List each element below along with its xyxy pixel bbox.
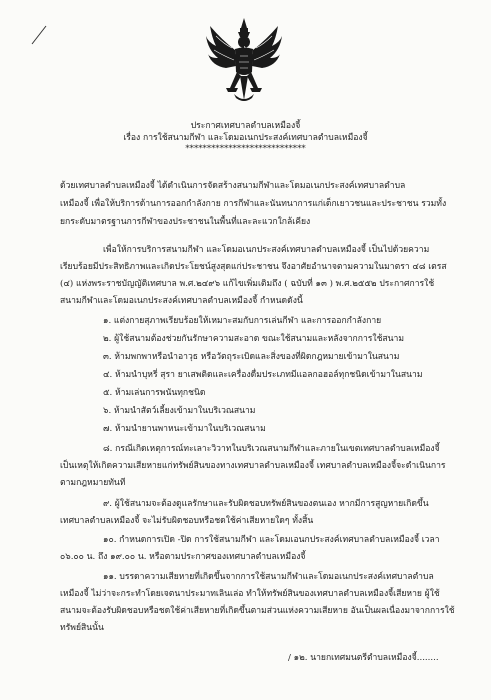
- announcement-title: ประกาศเทศบาลตำบลเหมืองจี้: [190, 121, 301, 131]
- purpose-line: เรียบร้อยมีประสิทธิภาพและเกิดประโยชน์สูงสุดแก่ประชาชน จึงอาศัยอำนาจตามความในมาตรา ๔๘ เตรส: [60, 262, 447, 272]
- rule-item: ๕. ห้ามเล่นการพนันทุกชนิด: [103, 388, 206, 398]
- rule-item: ๑. แต่งกายสุภาพเรียบร้อยให้เหมาะสมกับการเล่นกีฬา และการออกกำลังกาย: [103, 316, 382, 326]
- rule-item: ๓. ห้ามพกพาหรือนำอาวุธ หรือวัตถุระเบิดและสิ่งของที่ผิดกฎหมายเข้ามาในสนาม: [103, 352, 400, 362]
- rule-item-cont: ๐๖.๐๐ น. ถึง ๑๙.๐๐ น. หรือตามประกาศของเทศบาลตำบลเหมืองจี้: [60, 552, 306, 562]
- rule-item-cont: เป็นเหตุให้เกิดความเสียหายแก่ทรัพย์สินของทางเทศบาลตำบลเหมืองจี้ เทศบาลตำบลเหมืองจี้จะดำเนินการ: [60, 461, 446, 471]
- intro-line: ยกระดับมาตรฐานการกีฬาของประชาชนในพื้นที่และละแวกใกล้เคียง: [60, 217, 311, 227]
- purpose-line: สนามกีฬาและโดมอเนกประสงค์เทศบาลตำบลเหมืองจี้ กำหนดดังนี้: [60, 296, 303, 306]
- separator: ****************************: [185, 144, 306, 154]
- rule-item-cont: ตามกฎหมายทันที: [60, 478, 126, 488]
- rule-item: ๖. ห้ามนำสัตว์เลี้ยงเข้ามาในบริเวณสนาม: [103, 406, 256, 416]
- purpose-line: เพื่อให้การบริการสนามกีฬา และโดมอเนกประสงค์เทศบาลตำบลเหมืองจี้ เป็นไปด้วยความ: [103, 245, 430, 255]
- rule-item: ๑๐. กำหนดการเปิด -ปิด การใช้สนามกีฬา และโดมเอนกประสงค์เทศบาลตำบลเหมืองจี้ เวลา: [103, 535, 440, 545]
- intro-line: ด้วยเทศบาลตำบลเหมืองจี้ ได้ดำเนินการจัดสร้างสนามกีฬาและโดมอเนกประสงค์เทศบาลตำบล: [60, 181, 406, 191]
- rule-item-cont: เหมืองจี้ ไม่ว่าจะกระทำโดยเจตนาประมาทเลินเล่อ ทำให้ทรัพย์สินของเทศบาลตำบลเหมืองจี้เสียหาย ผู้ใช้: [60, 589, 440, 599]
- rule-item: ๒. ผู้ใช้สนามต้องช่วยกันรักษาความสะอาด ขณะใช้สนามและหลังจากการใช้สนาม: [103, 334, 405, 344]
- rule-item: ๔. ห้ามนำบุหรี่ สุรา ยาเสพติดและเครื่องดื่มประเภทมีแอลกอฮอล์ทุกชนิดเข้ามาในสนาม: [103, 370, 423, 380]
- intro-line: เหมืองจี้ เพื่อให้บริการด้านการออกกำลังกาย การกีฬาและนันทนาการแก่เด็กเยาวชนและประชาชน รวมทั้ง: [60, 199, 447, 209]
- continuation-marker: / ๑๒. นายกเทศมนตรีตำบลเหมืองจี้........: [288, 653, 439, 663]
- pen-slash-mark: [30, 24, 48, 46]
- rule-item-cont: ทรัพย์สินนั้น: [60, 623, 104, 633]
- rule-item: ๙. ผู้ใช้สนามจะต้องดูแลรักษาและรับผิดชอบทรัพย์สินของตนเอง หากมีการสูญหายเกิดขึ้น: [103, 499, 429, 509]
- purpose-line: (๔) แห่งพระราชบัญญัติเทศบาล พ.ศ.๒๔๙๖ แก้ไขเพิ่มเติมถึง ( ฉบับที่ ๑๓ ) พ.ศ.๒๕๕๒ ประกาศการใช้: [60, 279, 435, 289]
- garuda-emblem-icon: [204, 16, 284, 104]
- rule-item: ๗. ห้ามนำยานพาหนะเข้ามาในบริเวณสนาม: [103, 424, 266, 434]
- announcement-subject: เรื่อง การใช้สนามกีฬา และโดมอเนกประสงค์เทศบาลตำบลเหมืองจี้: [123, 133, 368, 143]
- rule-item: ๑๑. บรรดาความเสียหายที่เกิดขึ้นจากการใช้สนามกีฬาและโดมอเนกประสงค์เทศบาลตำบล: [103, 572, 434, 582]
- rule-item-cont: เทศบาลตำบลเหมืองจี้ จะไม่รับผิดชอบหรือชดใช้ค่าเสียหายใดๆ ทั้งสิ้น: [60, 516, 314, 526]
- rule-item: ๘. กรณีเกิดเหตุการณ์ทะเลาะวิวาทในบริเวณสนามกีฬาและภายในเขตเทศบาลตำบลเหมืองจี้: [103, 444, 440, 454]
- rule-item-cont: สนามจะต้องรับผิดชอบหรือชดใช้ค่าเสียหายที่เกิดขึ้นตามส่วนแห่งความเสียหาย อันเป็นผลเนื่องมาจากการใช้: [60, 606, 455, 616]
